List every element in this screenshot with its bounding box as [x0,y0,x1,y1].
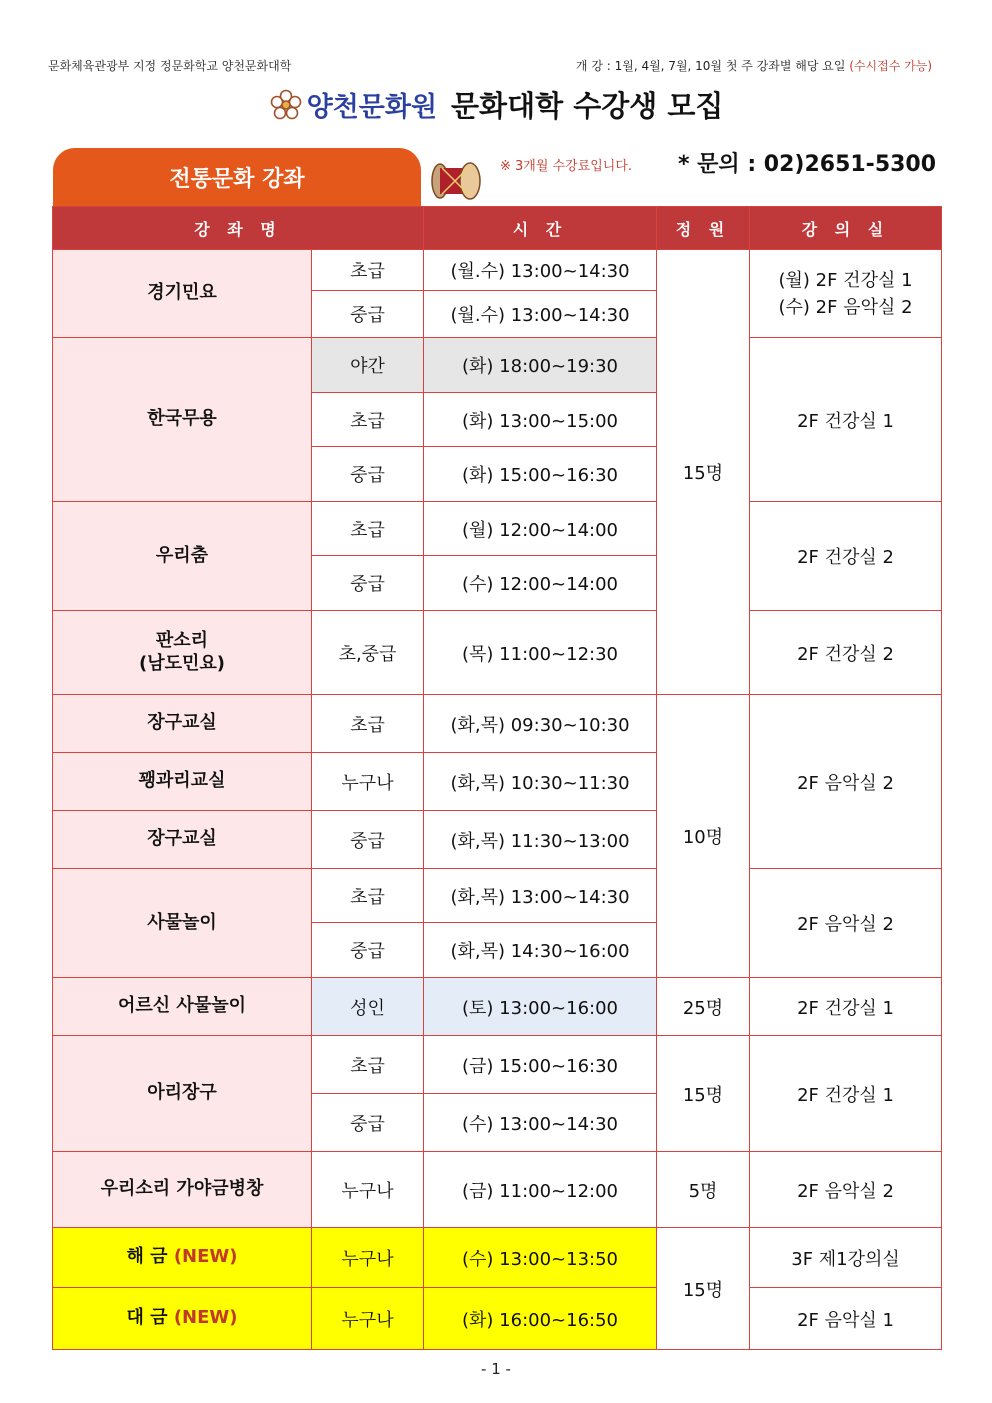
section-tab-label: 전통문화 강좌 [169,166,305,192]
course-level: 중급 [312,447,424,502]
course-time: (화,목) 10:30~11:30 [424,753,657,811]
course-time: (화,목) 14:30~16:00 [424,923,657,978]
course-capacity: 15명 [657,1036,750,1152]
course-time: (수) 13:00~13:50 [424,1228,657,1288]
course-level: 누구나 [312,1288,424,1350]
opening-text: 개 강 : 1월, 4월, 7월, 10월 첫 주 강좌별 해당 요일 [575,59,846,73]
course-level: 초급 [312,393,424,447]
course-room-line: (수) 2F 음악실 2 [778,296,913,318]
course-level: 중급 [312,291,424,338]
course-level: 성인 [312,978,424,1036]
opening-info [576,57,932,74]
header-course: 강 좌 명 [53,207,424,250]
drum-icon [430,158,484,204]
section-tab [53,148,421,206]
course-time: (월) 12:00~14:00 [424,502,657,556]
course-name: 우리춤 [53,502,312,611]
course-name: 장구교실 [53,695,312,753]
table-row [53,978,942,1036]
course-name: 사물놀이 [53,869,312,978]
course-level: 누구나 [312,1228,424,1288]
schedule-table [52,206,942,1350]
course-name [53,1288,312,1350]
course-time: (토) 13:00~16:00 [424,978,657,1036]
course-time: (목) 11:00~12:30 [424,611,657,695]
logo [269,85,437,124]
course-time: (화) 13:00~15:00 [424,393,657,447]
course-name: 한국무용 [53,338,312,502]
flower-logo-icon [269,88,303,122]
table-row [53,1152,942,1228]
course-room: 2F 건강실 2 [750,611,942,695]
table-row [53,695,942,753]
page-title-row [0,84,992,130]
course-capacity: 5명 [657,1152,750,1228]
course-name: 장구교실 [53,811,312,869]
header-room: 강 의 실 [750,207,942,250]
course-room [750,250,942,338]
course-level: 초급 [312,502,424,556]
course-time: (화) 15:00~16:30 [424,447,657,502]
course-name: 우리소리 가야금병창 [53,1152,312,1228]
course-level: 누구나 [312,1152,424,1228]
course-time: (화,목) 13:00~14:30 [424,869,657,923]
course-time: (금) 11:00~12:00 [424,1152,657,1228]
table-row [53,611,942,695]
new-badge: (NEW) [173,1307,238,1329]
course-time: (화) 18:00~19:30 [424,338,657,393]
course-level: 초급 [312,869,424,923]
course-room-line: (월) 2F 건강실 1 [778,269,913,291]
new-badge: (NEW) [173,1246,238,1268]
course-name [53,1228,312,1288]
page-number: - 1 - [481,1360,511,1378]
page-title: 문화대학 수강생 모집 [451,89,724,123]
table-row [53,1288,942,1350]
course-name-line: 판소리 [155,630,209,651]
logo-text: 양천문화원 [306,92,438,123]
course-room: 2F 음악실 1 [750,1288,942,1350]
contact-info: * 문의 : 02)2651-5300 [678,152,937,177]
course-level: 초급 [312,1036,424,1094]
table-row [53,1036,942,1094]
course-time: (금) 15:00~16:30 [424,1036,657,1094]
course-room: 2F 건강실 1 [750,978,942,1036]
course-level: 야간 [312,338,424,393]
course-room: 3F 제1강의실 [750,1228,942,1288]
course-time: (화,목) 09:30~10:30 [424,695,657,753]
course-name-line: (남도민요) [138,652,225,674]
course-level: 초급 [312,695,424,753]
course-time: (월.수) 13:00~14:30 [424,250,657,291]
course-time: (화) 16:00~16:50 [424,1288,657,1350]
course-time: (월.수) 13:00~14:30 [424,291,657,338]
course-level: 초,중급 [312,611,424,695]
course-capacity: 10명 [657,695,750,978]
table-row [53,869,942,923]
course-level: 중급 [312,923,424,978]
course-level: 중급 [312,811,424,869]
course-name: 꽹과리교실 [53,753,312,811]
course-room: 2F 건강실 1 [750,1036,942,1152]
table-row [53,338,942,393]
course-room: 2F 음악실 2 [750,695,942,869]
course-time: (화,목) 11:30~13:00 [424,811,657,869]
header-time: 시 간 [424,207,657,250]
course-name: 아리장구 [53,1036,312,1152]
course-capacity: 15명 [657,250,750,695]
table-row [53,1228,942,1288]
fee-note: ※ 3개월 수강료입니다. [500,159,633,174]
course-capacity: 15명 [657,1228,750,1350]
course-name [53,611,312,695]
course-name-text: 대 금 [126,1307,168,1329]
table-row [53,250,942,291]
course-name: 어르신 사물놀이 [53,978,312,1036]
course-time: (수) 12:00~14:00 [424,556,657,611]
table-row [53,502,942,556]
course-level: 초급 [312,250,424,291]
course-name-text: 해 금 [126,1246,168,1268]
course-level: 누구나 [312,753,424,811]
course-room: 2F 음악실 2 [750,1152,942,1228]
course-room: 2F 건강실 1 [750,338,942,502]
course-name: 경기민요 [53,250,312,338]
course-level: 중급 [312,1094,424,1152]
course-room: 2F 건강실 2 [750,502,942,611]
opening-highlight: (수시접수 가능) [849,59,932,73]
course-capacity: 25명 [657,978,750,1036]
course-room: 2F 음악실 2 [750,869,942,978]
header-capacity: 정 원 [657,207,750,250]
table-header-row [53,207,942,250]
course-time: (수) 13:00~14:30 [424,1094,657,1152]
designation-text: 문화체육관광부 지정 정문화학교 양천문화대학 [48,59,292,73]
course-level: 중급 [312,556,424,611]
